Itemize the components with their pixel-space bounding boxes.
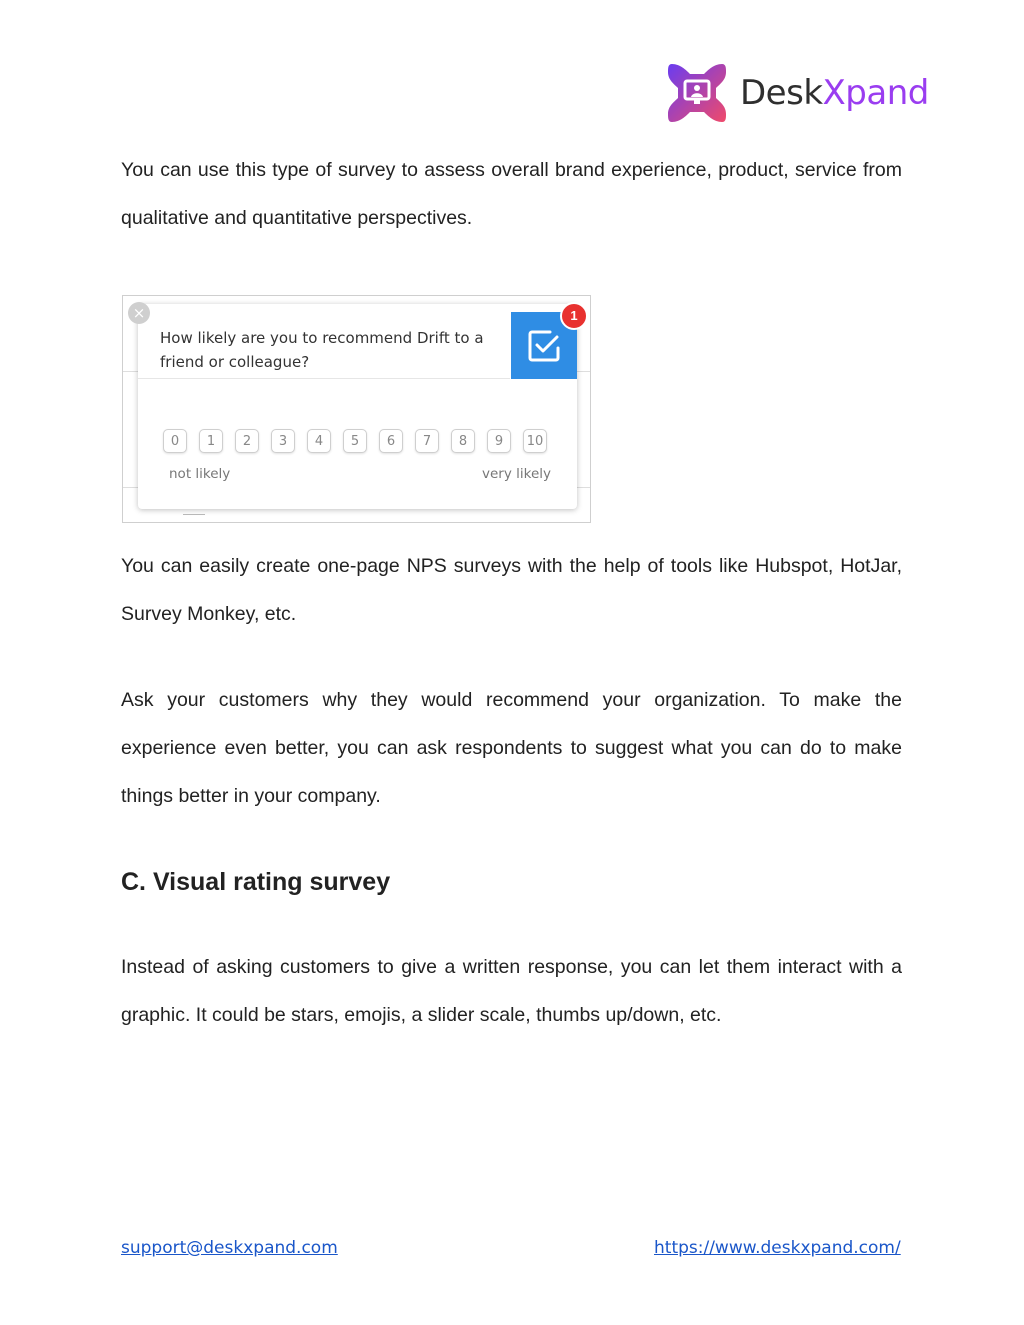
deskxpand-logo-icon [664,60,730,126]
nps-survey-screenshot [122,295,591,523]
survey-card [138,304,577,509]
scale-option-3[interactable]: 3 [271,429,295,453]
nps-scale [163,429,547,453]
scale-high-label: very likely [482,466,552,482]
footer-website-link[interactable]: https://www.deskxpand.com/ [654,1238,901,1258]
background-handle [183,514,205,515]
scale-option-10[interactable]: 10 [523,429,547,453]
brand-name [740,73,929,113]
scale-option-6[interactable]: 6 [379,429,403,453]
paragraph-nps-tools: You can easily create one-page NPS surveys with the help of tools like Hubspot, HotJar, Survey Monkey, etc. [121,555,902,625]
paragraph-ask-customers: Ask your customers why they would recommend your organization. To make the experience even better, you can ask respondents to suggest what you can do to make things better in your company. [121,689,902,807]
scale-low-label: not likely [169,466,231,482]
notification-badge: 1 [560,302,588,330]
scale-option-7[interactable]: 7 [415,429,439,453]
footer-email-link[interactable]: support@deskxpand.com [121,1238,338,1258]
scale-option-8[interactable]: 8 [451,429,475,453]
checkbox-check-icon [526,328,562,364]
question-divider [138,378,510,379]
brand-name-part2: Xpand [822,73,929,113]
scale-option-1[interactable]: 1 [199,429,223,453]
brand-name-part1: Desk [740,73,823,113]
close-icon[interactable]: × [128,302,150,324]
survey-question: How likely are you to recommend Drift to a friend or colleague? [160,329,484,371]
scale-option-4[interactable]: 4 [307,429,331,453]
paragraph-visual-rating: Instead of asking customers to give a written response, you can let them interact with a graphic. It could be stars, emojis, a slider scale, thumbs up/down, etc. [121,956,902,1026]
scale-option-5[interactable]: 5 [343,429,367,453]
scale-option-2[interactable]: 2 [235,429,259,453]
paragraph-survey-purpose: You can use this type of survey to assess overall brand experience, product, service from qualitative and quantitative perspectives. [121,159,902,229]
scale-option-9[interactable]: 9 [487,429,511,453]
scale-option-0[interactable]: 0 [163,429,187,453]
brand-logo [664,60,929,126]
section-heading: C. Visual rating survey [121,868,391,896]
